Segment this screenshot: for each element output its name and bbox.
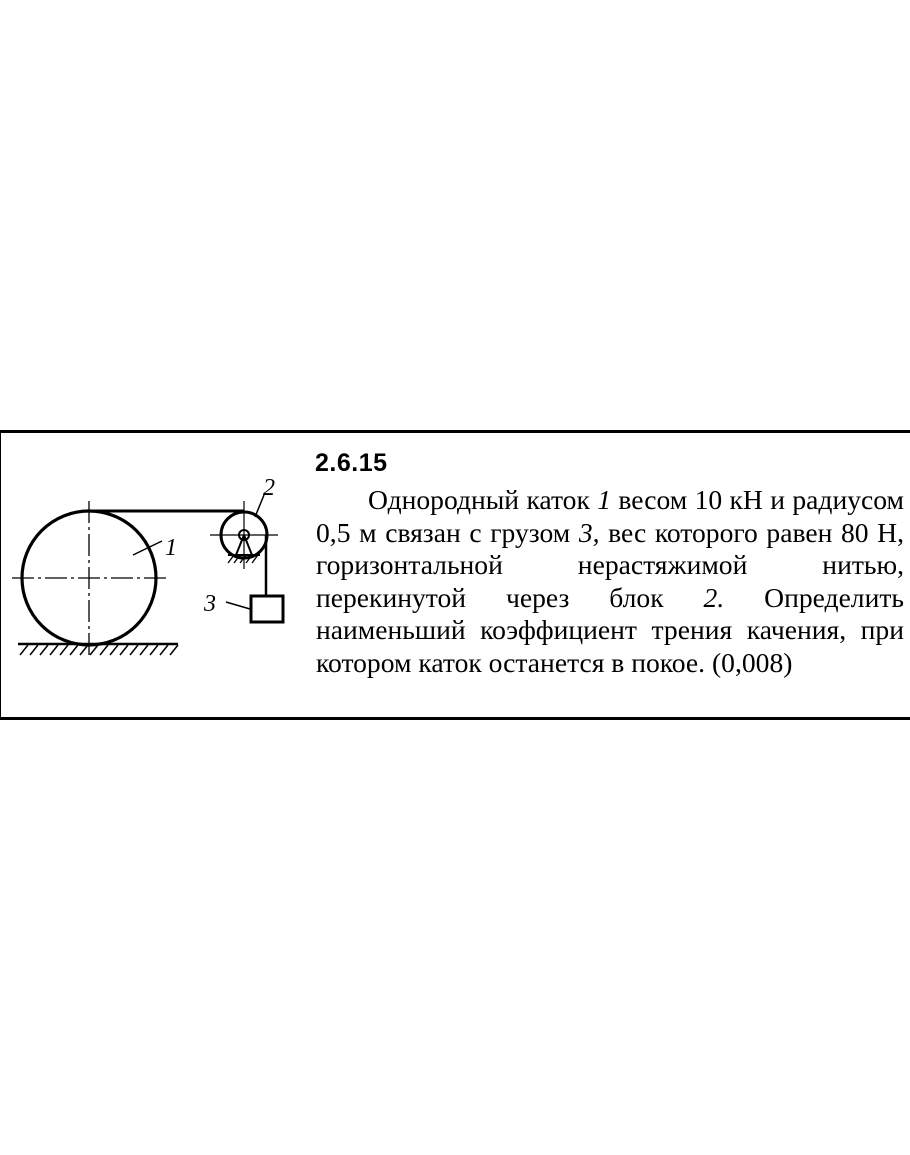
bottom-rule	[0, 717, 910, 720]
label-roller: 1	[165, 535, 177, 561]
roller	[12, 501, 170, 655]
label-weight: 3	[204, 591, 216, 617]
pulley-ref: 2.	[703, 581, 725, 613]
weight-block	[226, 596, 283, 622]
statement-part: вес которого равен 80 Н, горизонтальной нерастяжимой нитью, перекинутой через блок	[316, 516, 904, 613]
roller-ref: 1	[597, 484, 612, 515]
weight-ref: 3,	[578, 516, 600, 548]
label-pulley: 2	[263, 475, 275, 501]
statement-part: весом 10 кН и радиусом 0,5 м связан с грузом	[316, 484, 904, 548]
problem-number: 2.6.15	[315, 449, 388, 477]
pulley	[210, 495, 278, 569]
statement-part: Определить наименьший коэффициент трения качения, при котором каток останется в покое.	[316, 581, 904, 678]
statement-part: Однородный каток	[368, 484, 598, 515]
problem-statement	[316, 484, 904, 679]
mechanism-figure	[0, 433, 300, 717]
answer: (0,008)	[711, 646, 793, 678]
